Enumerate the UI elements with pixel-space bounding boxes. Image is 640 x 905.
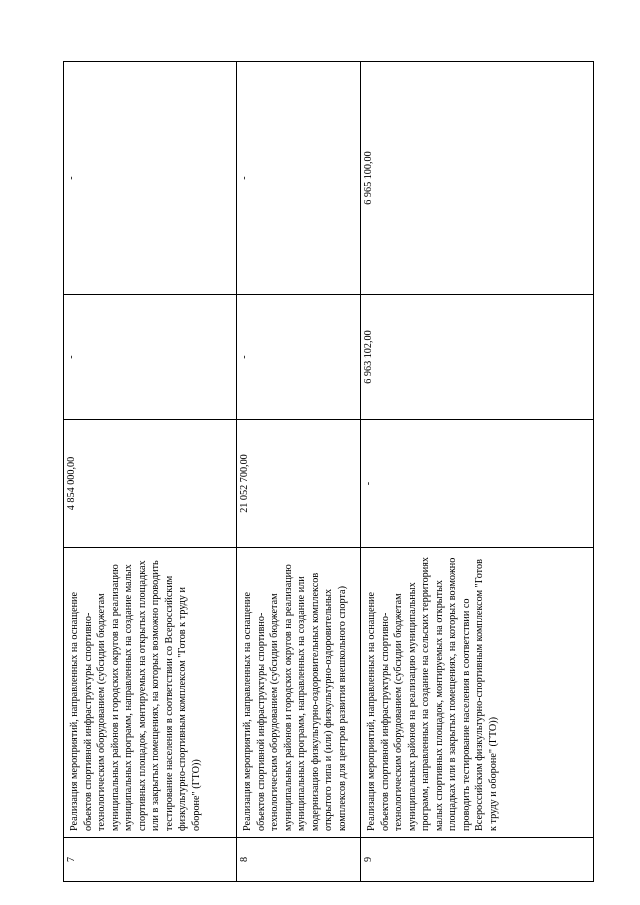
value-cell: - xyxy=(237,62,361,295)
table-row xyxy=(361,62,594,882)
budget-table xyxy=(63,61,594,882)
value-cell: - xyxy=(237,295,361,420)
value-cell: 6 963 102,00 xyxy=(361,295,594,420)
value-cell: - xyxy=(64,62,237,295)
row-number: 8 xyxy=(237,838,361,882)
value-cell: 4 854 000,00 xyxy=(64,420,237,548)
table-row xyxy=(237,62,361,882)
row-description: Реализация мероприятий, направленных на оснащение объектов спортивной инфраструктуры спортивно-технологическим оборудованием (субсидии бюджетам муниципальных районов и городских округов на реализацию муниципальных программ, направленных на создание или модернизацию физкультурно-оздоровительных комплексов открытого типа и (или) физкультурно-оздоровительных комплексов для центров развития внешкольного спорта) xyxy=(237,548,361,838)
row-number: 9 xyxy=(361,838,594,882)
value-cell: 6 965 100,00 xyxy=(361,62,594,295)
rotated-page xyxy=(63,62,593,882)
value-cell: - xyxy=(64,295,237,420)
value-cell: - xyxy=(361,420,594,548)
row-description: Реализация мероприятий, направленных на оснащение объектов спортивной инфраструктуры спортивно-технологическим оборудованием (субсидии бюджетам муниципальных районов на реализацию муниципальных программ, направленных на создание на сельских территориях малых спортивных площадок, монтируемых на открытых площадках или в закрытых помещениях, на которых возможно проводить тестирование населения в соответствии со Всероссийским физкультурно-спортивным комплексом "Готов к труду и обороне" (ГТО)) xyxy=(361,548,594,838)
row-number: 7 xyxy=(64,838,237,882)
row-description: Реализация мероприятий, направленных на оснащение объектов спортивной инфраструктуры спортивно-технологическим оборудованием (субсидии бюджетам муниципальных районов и городских округов на реализацию муниципальных программ, направленных на создание малых спортивных площадок, монтируемых на открытых площадках или в закрытых помещениях, на которых возможно проводить тестирование населения в соответствии со Всероссийским физкультурно-спортивным комплексом "Готов к труду и обороне" (ГТО)) xyxy=(64,548,237,838)
table-row xyxy=(64,62,237,882)
value-cell: 21 052 700,00 xyxy=(237,420,361,548)
